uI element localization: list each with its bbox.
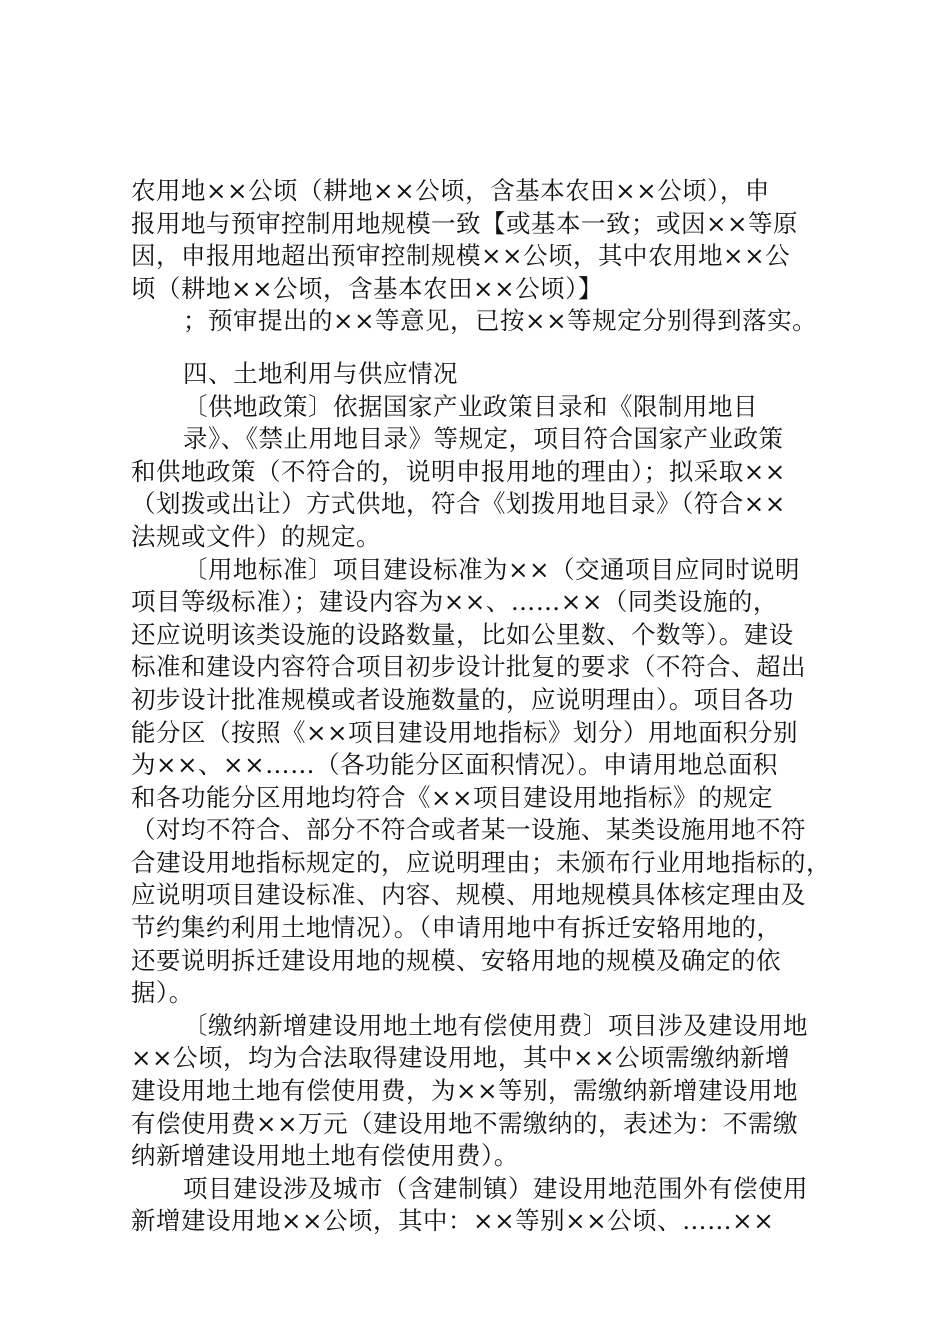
text-line: 因，申报用地超出预审控制规模××公顷，其中农用地××公 <box>131 241 791 271</box>
text-line: ；预审提出的××等意见，已按××等规定分别得到落实。 <box>183 306 818 336</box>
text-line: 录》、《禁止用地目录》等规定，项目符合国家产业政策 <box>183 424 784 454</box>
text-line: 〔缴纳新增建设用地土地有偿使用费〕项目涉及建设用地 <box>183 1010 808 1040</box>
text-line: （对均不符合、部分不符合或者某一设施、某类设施用地不符 <box>131 815 806 845</box>
text-line: 顷（耕地××公顷，含基本农田××公顷）】 <box>131 273 603 303</box>
text-line: 还要说明拆迁建设用地的规模、安辂用地的规模及确定的依 <box>131 945 781 975</box>
text-line: 报用地与预审控制用地规模一致【或基本一致；或因××等原 <box>131 208 799 238</box>
text-line: 和各功能分区用地均符合《××项目建设用地指标》的规定 <box>131 782 774 812</box>
text-line: 〔用地标准〕项目建设标准为××（交通项目应同时说明 <box>183 554 801 584</box>
text-line: 应说明项目建设标准、内容、规模、用地规模具体核定理由及 <box>131 880 806 910</box>
text-line: 新增建设用地××公顷，其中：××等别××公顷、……×× <box>131 1206 775 1236</box>
text-line: 项目建设涉及城市（含建制镇）建设用地范围外有偿使用 <box>183 1173 808 1203</box>
text-line: ××公顷，均为合法取得建设用地，其中××公顷需缴纳新增 <box>131 1043 791 1073</box>
text-line: 还应说明该类设施的设路数量，比如公里数、个数等）。建设 <box>131 619 794 649</box>
text-line: 法规或文件）的规定。 <box>131 521 381 551</box>
text-line: 农用地××公顷（耕地××公顷，含基本农田××公顷），申 <box>131 176 770 205</box>
text-line: 建设用地土地有偿使用费，为××等别，需缴纳新增建设用地 <box>131 1076 799 1106</box>
text-line: 项目等级标准）；建设内容为××、……××（同类设施的， <box>131 587 778 617</box>
paragraph-gap <box>131 338 837 358</box>
text-line: 标准和建设内容符合项目初步设计批复的要求（不符合、超出 <box>131 652 806 682</box>
text-line: 〔供地政策〕依据国家产业政策目录和《限制用地目 <box>183 391 758 421</box>
text-line: 据）。 <box>131 978 194 1008</box>
text-line: 初步设计批准规模或者设施数量的，应说明理由）。项目各功 <box>131 684 794 714</box>
text-line: 有偿使用费××万元（建设用地不需缴纳的，表述为：不需缴 <box>131 1108 799 1138</box>
text-line: 纳新增建设用地土地有偿使用费）。 <box>131 1141 519 1171</box>
section-heading: 四、土地利用与供应情况 <box>183 358 458 388</box>
text-line: （划拨或出让）方式供地，符合《划拨用地目录》（符合×× <box>131 489 786 519</box>
document-body <box>131 175 837 1238</box>
text-line: 节约集约利用土地情况）。（申请用地中有拆迁安辂用地的， <box>131 913 782 943</box>
text-line: 和供地政策（不符合的，说明申报用地的理由）；拟采取×× <box>131 456 786 486</box>
text-line: 为××、××……（各功能分区面积情况）。申请用地总面积 <box>131 750 778 780</box>
text-line: 能分区（按照《××项目建设用地指标》划分）用地面积分别 <box>131 717 799 747</box>
text-line: 合建设用地指标规定的，应说明理由；未颁布行业用地指标的， <box>131 847 831 877</box>
